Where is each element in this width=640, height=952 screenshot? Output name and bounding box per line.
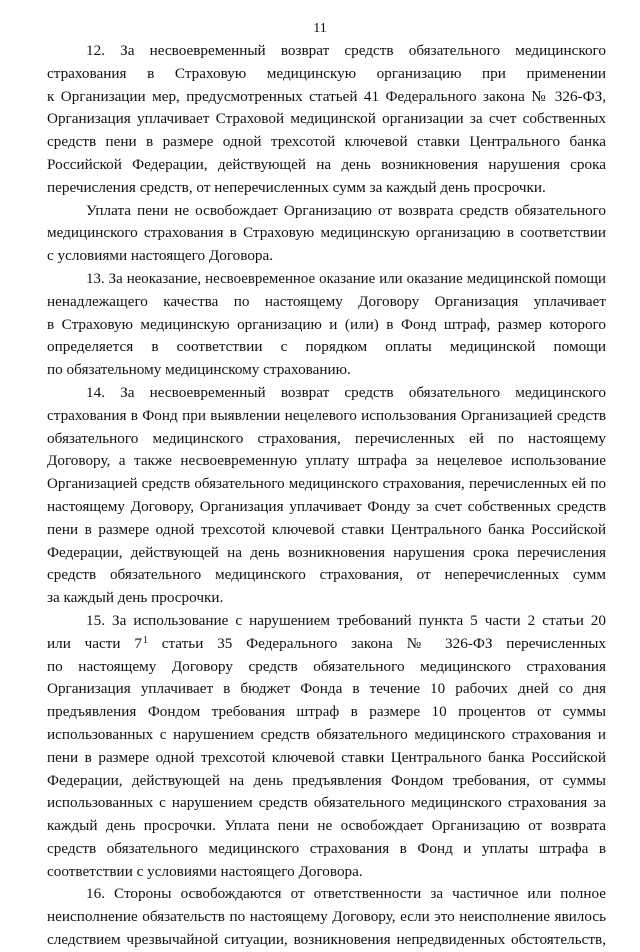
text-line: Федерации, действующей на день предъявления Фондом требования, от суммы — [47, 771, 606, 789]
text-line: Организацией средств обязательного медицинского страхования, перечисленных ей по — [47, 476, 606, 493]
text-line: за каждый день просрочки. — [47, 589, 224, 607]
text-line: средств обязательного медицинского страхования, от неперечисленных сумм — [47, 566, 606, 584]
text-line: Федерации, действующей на день возникновения нарушения срока перечисления — [47, 543, 606, 561]
text-line: средств пени в размере одной трехсотой ключевой ставки Центрального банка — [47, 133, 606, 151]
text-line: страхования в Страховую медицинскую организацию при применении — [47, 64, 606, 82]
text-line: Организация уплачивает в бюджет Фонда в течение 10 рабочих дней со дня — [47, 680, 606, 698]
line-text-before: или части 7 — [47, 634, 142, 652]
text-line: в Страховую медицинскую организацию и (или) в Фонд штраф, размер которого — [47, 315, 606, 333]
line-text-after: статьи 35 Федерального закона № 326-ФЗ перечисленных — [147, 634, 606, 652]
text-line: использованных с нарушением средств обязательного медицинского страхования и — [47, 725, 606, 743]
text-line: 16. Стороны освобождаются от ответственности за частичное или полное — [86, 885, 606, 903]
text-line: с условиями настоящего Договора. — [47, 247, 274, 265]
text-line: определяется в соответствии с порядком оплаты медицинской помощи — [47, 338, 606, 356]
superscript: 1 — [142, 634, 148, 646]
text-line: по настоящему Договору средств обязательного медицинского страхования — [47, 657, 606, 675]
text-line-with-superscript — [47, 633, 606, 656]
page-number: 11 — [313, 21, 327, 36]
text-line: по обязательному медицинскому страхованию. — [47, 361, 351, 379]
text-line: пени в размере одной трехсотой ключевой ставки Центрального банка Российской — [47, 748, 606, 766]
text-line: средств обязательного медицинского страхования в Фонд и уплаты штрафа в — [47, 839, 606, 857]
text-line: 14. За несвоевременный возврат средств обязательного медицинского — [86, 383, 606, 401]
text-line: каждый день просрочки. Уплата пени не освобождает Организацию от возврата — [47, 817, 606, 835]
text-line: Уплата пени не освобождает Организацию от возврата средств обязательного — [86, 201, 606, 219]
text-line: следствием чрезвычайной ситуации, возникновения непредвиденных обстоятельств, — [47, 931, 606, 949]
text-line: соответствии с условиями настоящего Договора. — [47, 862, 363, 880]
text-line: страхования в Фонд при выявлении нецелевого использования Организацией средств — [47, 406, 606, 424]
text-line: к Организации мер, предусмотренных статьей 41 Федерального закона № 326-ФЗ, — [47, 87, 606, 105]
document-body — [47, 40, 606, 952]
text-line: 15. За использование с нарушением требований пункта 5 части 2 статьи 20 — [86, 611, 606, 629]
text-line: настоящему Договору, Организация уплачивает Фонду за счет собственных средств — [47, 497, 606, 515]
text-line: пени в размере одной трехсотой ключевой ставки Центрального банка Российской — [47, 520, 606, 538]
text-line: Организация уплачивает Страховой медицинской организации за счет собственных — [47, 110, 606, 128]
text-line: перечисления средств, от неперечисленных сумм за каждый день просрочки. — [47, 178, 546, 196]
text-line: 12. За несвоевременный возврат средств обязательного медицинского — [86, 42, 606, 59]
text-line: медицинского страхования в Страховую медицинскую организацию в соответствии — [47, 224, 606, 242]
text-line: предъявления Фондом требования штраф в размере 10 процентов от суммы — [47, 703, 606, 721]
text-line: неисполнение обязательств по настоящему Договору, если это неисполнение явилось — [47, 908, 606, 926]
text-line: Российской Федерации, действующей на день возникновения нарушения срока — [47, 155, 606, 173]
text-line: 13. За неоказание, несвоевременное оказание или оказание медицинской помощи — [86, 270, 606, 287]
text-line: Договору, а также несвоевременную уплату штрафа за нецелевое использование — [47, 452, 606, 470]
text-line: обязательного медицинского страхования, перечисленных ей по настоящему — [47, 429, 606, 447]
text-line: ненадлежащего качества по настоящему Договору Организация уплачивает — [47, 292, 606, 310]
text-line: использованных с нарушением средств обязательного медицинского страхования за — [47, 794, 606, 812]
